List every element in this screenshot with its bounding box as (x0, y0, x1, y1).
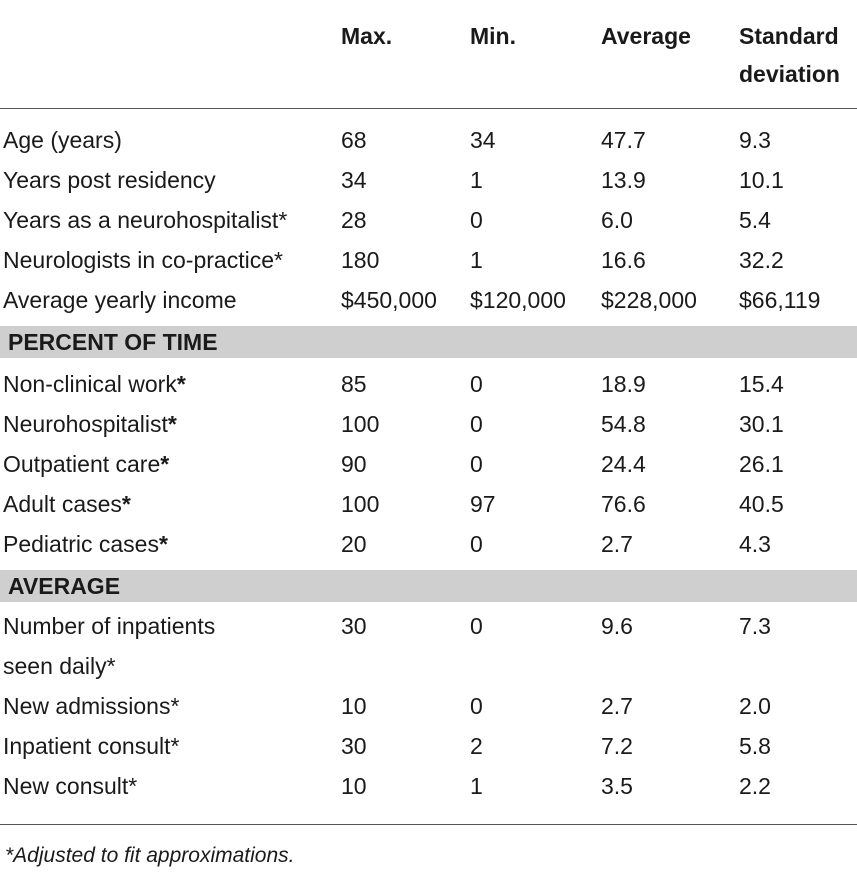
cell-max: 30 (341, 733, 367, 759)
table-row (0, 364, 857, 404)
cell-max: 30 (341, 613, 367, 639)
header-rule (0, 108, 857, 109)
asterisk-marker: * (160, 451, 170, 477)
row-label (3, 404, 177, 444)
cell-min: 0 (470, 411, 483, 437)
table-row (0, 200, 857, 240)
cell-average: 76.6 (601, 491, 646, 517)
cell-average: 18.9 (601, 371, 646, 397)
table-header (0, 0, 857, 108)
cell-min: $120,000 (470, 287, 566, 313)
row-label (3, 364, 186, 404)
row-label-text: Neurohospitalist (3, 411, 168, 437)
section-title: AVERAGE (8, 573, 121, 599)
cell-sd: $66,119 (739, 287, 821, 313)
cell-max: 180 (341, 247, 380, 273)
cell-average: 16.6 (601, 247, 646, 273)
cell-sd: 5.8 (739, 733, 771, 759)
cell-sd: 40.5 (739, 491, 784, 517)
cell-max: 68 (341, 127, 367, 153)
cell-min: 0 (470, 207, 483, 233)
cell-min: 97 (470, 491, 496, 517)
cell-max: 20 (341, 531, 367, 557)
cell-average: 3.5 (601, 773, 633, 799)
cell-average: 9.6 (601, 613, 633, 639)
cell-min: 0 (470, 451, 483, 477)
cell-max: 85 (341, 371, 367, 397)
cell-sd: 15.4 (739, 371, 784, 397)
row-label: Years post residency (3, 167, 216, 193)
cell-average: 24.4 (601, 451, 646, 477)
table-row (0, 444, 857, 484)
row-label: Average yearly income (3, 287, 237, 313)
column-header-min: Min. (470, 23, 516, 49)
table-row (0, 240, 857, 280)
table-row (0, 160, 857, 200)
row-label (3, 524, 168, 564)
cell-sd: 2.0 (739, 693, 771, 719)
cell-average: 7.2 (601, 733, 633, 759)
footer-rule (0, 824, 857, 825)
asterisk-marker: * (176, 371, 186, 397)
cell-max: 90 (341, 451, 367, 477)
row-label-text: Outpatient care (3, 451, 161, 477)
cell-max: 10 (341, 693, 367, 719)
cell-min: 0 (470, 613, 483, 639)
column-header-sd-line2: deviation (739, 61, 840, 87)
cell-min: 1 (470, 167, 483, 193)
cell-sd: 30.1 (739, 411, 784, 437)
column-header-sd-line1: Standard (739, 23, 839, 49)
row-label: Neurologists in co-practice* (3, 247, 283, 273)
cell-sd: 2.2 (739, 773, 771, 799)
cell-sd: 32.2 (739, 247, 784, 273)
row-label (3, 484, 131, 524)
table-row (0, 766, 857, 806)
cell-max: 34 (341, 167, 367, 193)
section-header-percent-of-time (0, 326, 857, 358)
cell-min: 0 (470, 531, 483, 557)
table-row (0, 404, 857, 444)
row-label: Age (years) (3, 127, 122, 153)
table-footnote: *Adjusted to fit approximations. (5, 844, 295, 867)
row-label: New admissions* (3, 693, 180, 719)
cell-sd: 4.3 (739, 531, 771, 557)
cell-sd: 5.4 (739, 207, 771, 233)
row-label: Years as a neurohospitalist* (3, 207, 288, 233)
table-row (0, 280, 857, 320)
row-label-text: Adult cases (3, 491, 122, 517)
cell-sd: 9.3 (739, 127, 771, 153)
cell-max: $450,000 (341, 287, 437, 313)
table-row (0, 120, 857, 160)
cell-min: 1 (470, 247, 483, 273)
cell-sd: 7.3 (739, 613, 771, 639)
cell-max: 100 (341, 491, 380, 517)
asterisk-marker: * (158, 531, 168, 557)
cell-max: 100 (341, 411, 380, 437)
table-row (0, 686, 857, 726)
cell-min: 0 (470, 371, 483, 397)
row-label-text: Non-clinical work (3, 371, 177, 397)
row-label-line1: Number of inpatients (3, 613, 216, 639)
row-label (3, 444, 169, 484)
row-label: New consult* (3, 773, 138, 799)
table-row (0, 726, 857, 766)
cell-average: 47.7 (601, 127, 646, 153)
asterisk-marker: * (167, 411, 177, 437)
section-title: PERCENT OF TIME (8, 329, 218, 355)
cell-max: 10 (341, 773, 367, 799)
row-label: Inpatient consult* (3, 733, 180, 759)
table-row (0, 524, 857, 564)
cell-average: 54.8 (601, 411, 646, 437)
column-header-standard-deviation (739, 17, 840, 93)
column-header-average: Average (601, 23, 691, 49)
table-row (0, 606, 857, 686)
section-header-average (0, 570, 857, 602)
asterisk-marker: * (121, 491, 131, 517)
column-header-max: Max. (341, 23, 393, 49)
cell-min: 0 (470, 693, 483, 719)
cell-average: 2.7 (601, 531, 633, 557)
row-label-text: Pediatric cases (3, 531, 159, 557)
cell-sd: 26.1 (739, 451, 784, 477)
row-label (3, 606, 333, 686)
row-label-line2: seen daily* (3, 653, 116, 679)
cell-average: $228,000 (601, 287, 697, 313)
cell-min: 34 (470, 127, 496, 153)
cell-min: 2 (470, 733, 483, 759)
cell-average: 6.0 (601, 207, 633, 233)
cell-max: 28 (341, 207, 367, 233)
table-row (0, 484, 857, 524)
cell-average: 2.7 (601, 693, 633, 719)
cell-average: 13.9 (601, 167, 646, 193)
cell-sd: 10.1 (739, 167, 784, 193)
cell-min: 1 (470, 773, 483, 799)
